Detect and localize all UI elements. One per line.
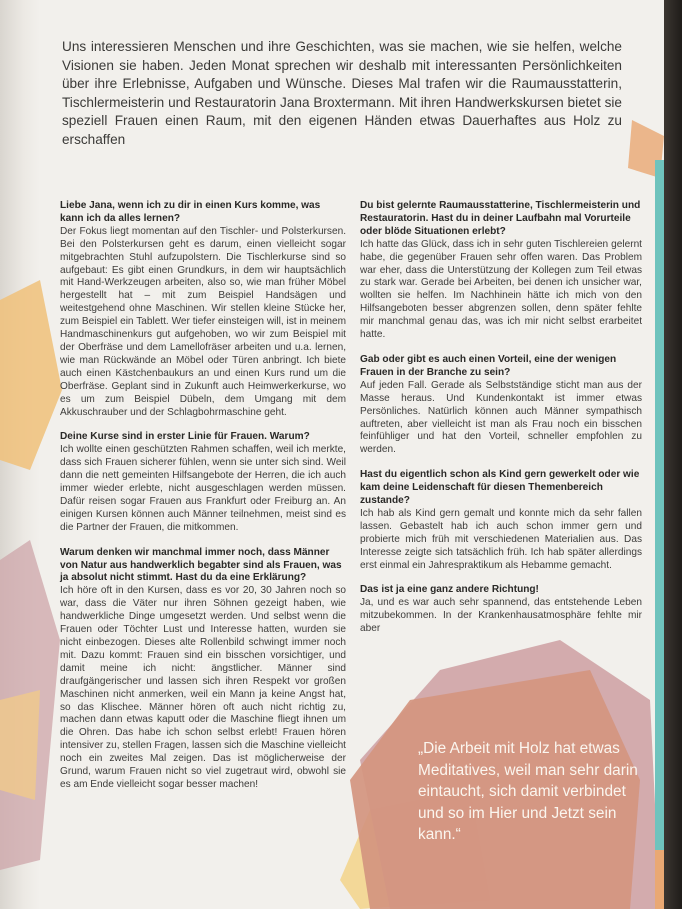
question-6: Hast du eigentlich schon als Kind gern gewerkelt oder wie kam deine Leidenschaft für diesen Themenbereich zustande?: [360, 469, 640, 507]
question-2: Deine Kurse sind in erster Linie für Frauen. Warum?: [60, 431, 310, 443]
question-7: Das ist ja eine ganz andere Richtung!: [360, 584, 539, 596]
page-edge-teal: [655, 160, 664, 850]
intro-text: Uns interessieren Menschen und ihre Geschichten, was sie machen, wie sie helfen, welche Visionen sie haben. Jeden Monat sprechen wir deshalb mit interessanten Persönlichkeiten über ihre Erlebnisse, Aufgaben und Wünsche. Dieses Mal trafen wir die Raumausstatterin, Tischlermeisterin und Restauratorin Jana Broxtermann. Mit ihren Handwerkskursen bietet sie speziell Frauen einen Raum, mit den eigenen Händen etwas Dauerhaftes aus Holz zu erschaffen: [62, 39, 622, 147]
question-1: Liebe Jana, wenn ich zu dir in einen Kurs komme, was kann ich da alles lernen?: [60, 200, 321, 224]
answer-7: Ja, und es war auch sehr spannend, das entstehende Leben mitzubekommen. In der Krankenhausatmosphäre fehlte mir aber: [360, 597, 642, 635]
answer-4: Ich hatte das Glück, dass ich in sehr guten Tischlereien gelernt habe, die gegenüber Frauen sehr offen waren. Das Problem war eher, dass die Unterstützung der Kollegen zum Teil etwas zu stark war. Gerade bei Arbeiten, bei denen ich unsicher war, wollten sie helfen. Im Nachhinein hätte ich mich von den Hilfsangeboten besser abgrenzen sollen, denn später fehlte mir manchmal genau das, was ich mir nicht selbst erarbeitet hatte.: [360, 238, 642, 341]
right-column: [360, 200, 642, 648]
answer-1: Der Fokus liegt momentan auf den Tischler- und Polsterkursen. Bei den Polsterkursen geht es darum, einen vielleicht sogar mitgebrachten Stuhl aufzupolstern. Die Tischlerkurse sind so aufgebaut: Es gibt einen Grundkurs, in dem wir hauptsächlich mit Hand-Werkzeugen arbeiten, also so, wie man früher Möbel hergestellt hat – mit zum Beispiel Handsägen und weitestgehend ohne Maschinen. Wir stellen kleine Stücke her, zum Beispiel ein Tablett. Wer tiefer einsteigen will, ist in meinem Handmaschinenkurs gut aufgehoben, wo wir zum Beispiel mit der Oberfräse und dem Lamellofräser arbeiten und u.a. lernen, wie man Rückwände an Möbel oder Türen anbringt. Ich biete auch einen Kästchenbaukurs an und einen Kurs rund um die Oberfräse. Geplant sind in Zukunft auch Heimwerkerkurse, wo es um zum Beispiel Dübeln, dem Umgang mit dem Akkuschrauber und der Schlagbohrmaschine geht.: [60, 225, 346, 418]
answer-6: Ich hab als Kind gern gemalt und konnte mich da sehr fallen lassen. Gebastelt hab ich auch schon immer gern und probierte mich früh mit verschiedenen Materialien aus. Das Interesse zeigte sich tatsächlich früh. Ich hab später allerdings erst einmal ein Jahrespraktikum als Hebamme gemacht.: [360, 507, 642, 571]
question-3: Warum denken wir manchmal immer noch, dass Männer von Natur aus handwerklich begabter sind als Frauen, was ja absolut nicht stimmt. Hast du da eine Erklärung?: [60, 546, 342, 584]
question-4: Du bist gelernte Raumausstatterine, Tischlermeisterin und Restauratorin. Hast du in deiner Laufbahn mal Vorurteile oder blöde Situationen erlebt?: [360, 200, 641, 237]
question-5: Gab oder gibt es auch einen Vorteil, eine der wenigen Frauen in der Branche zu sein?: [360, 353, 617, 378]
answer-2: Ich wollte einen geschützten Rahmen schaffen, weil ich merkte, dass sich Frauen sicherer fühlen, wenn sie unter sich sind. Weil dann die nett gemeinten Hilfsangebote der Herren, die ich auch immer wieder erlebte, nicht ausgeschlagen werden müssen. Dafür reisen sogar Frauen aus Frankfurt oder Freiburg an. An einigen Kursen können auch Männer teilnehmen, meist sind es die Partner der Frauen, die mitkommen.: [60, 444, 346, 533]
dark-background-edge: [664, 0, 682, 909]
left-column: [60, 200, 346, 804]
answer-3: Ich höre oft in den Kursen, dass es vor 20, 30 Jahren noch so war, dass die Väter nur ihren Söhnen gezeigt haben, wie handwerkliche Dinge umgesetzt werden. Und selbst wenn die Frauen oder Töchter Lust und Interesse hatten, wurden sie nicht einbezogen. Dieses alte Rollenbild schwingt immer noch mit. Dazu kommt: Frauen sind ein bisschen vorsichtiger, und damit meine ich nicht: ängstlicher. Männer sind draufgängerischer und lassen sich ihren Respekt vor großen Maschinen nicht anmerken, weil ein Mann ja keine Angst hat, so das Klischee. Männer hören oft auch nicht richtig zu, machen dann etwas kaputt oder die Maschine fliegt ihnen um die Ohren. Das habe ich schon selbst erlebt! Frauen hören intensiver zu, stellen Fragen, lassen sich die Maschine vielleicht noch ein zweites Mal zeigen. Das ist möglicherweise der Grund, warum Frauen nicht so viel zugetraut wird, obwohl sie es am Ende vielleicht sogar besser machen!: [60, 585, 346, 790]
answer-5: Auf jeden Fall. Gerade als Selbstständige sticht man aus der Masse heraus. Und Kundenkontakt ist immer etwas Persönliches. Natürlich können auch Männer sympathisch auftreten, aber vielleicht ist man als Frau noch ein bisschen feinfühliger und hat den Vorteil, schneller empfohlen zu werden.: [360, 379, 642, 456]
page-edge-orange: [655, 850, 664, 909]
pull-quote: „Die Arbeit mit Holz hat etwas Meditatives, weil man sehr darin eintaucht, sich damit verbindet und so im Hier und Jetzt sein kann.“: [418, 740, 638, 843]
